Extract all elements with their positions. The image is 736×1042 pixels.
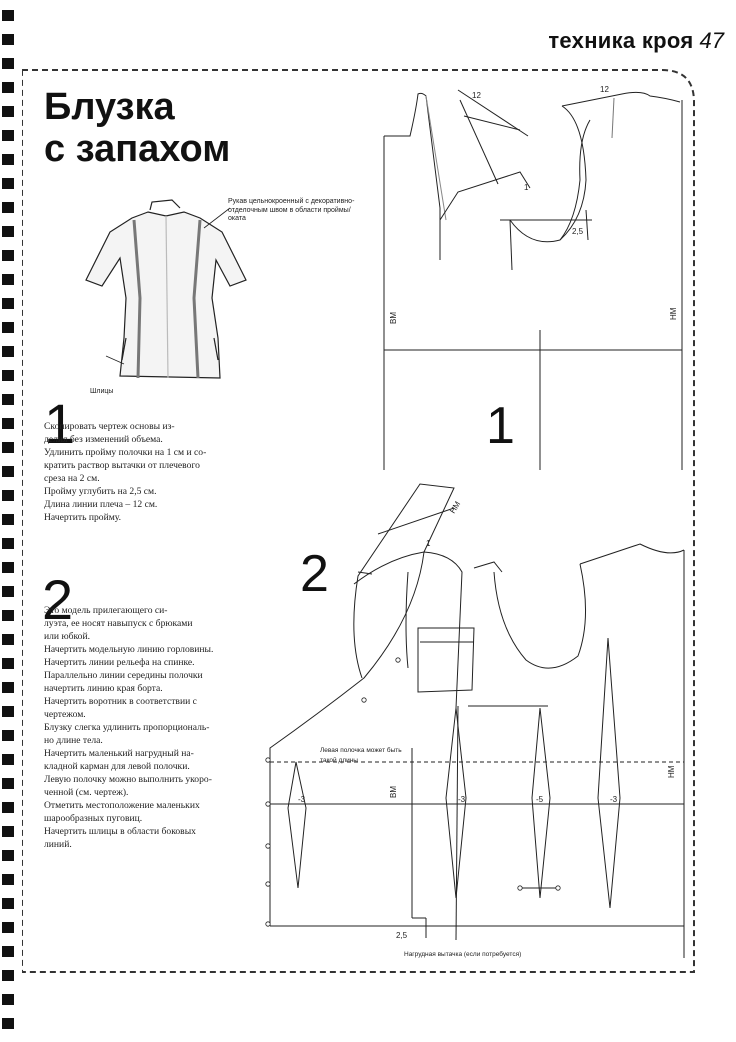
step2-line: но длине тела. bbox=[44, 735, 103, 746]
spiral-ring bbox=[2, 370, 14, 381]
step1-line: делия без изменений объема. bbox=[44, 434, 163, 445]
spiral-ring bbox=[2, 58, 14, 69]
d1-measure-1: 1 bbox=[524, 183, 529, 192]
spiral-ring bbox=[2, 658, 14, 669]
d2-shelf-note-2: такой длины bbox=[320, 757, 358, 764]
d1-measure-12-right: 12 bbox=[600, 85, 609, 94]
step2-line: кладной карман для левой полочки. bbox=[44, 761, 190, 772]
spiral-ring bbox=[2, 226, 14, 237]
spiral-ring bbox=[2, 970, 14, 981]
spiral-ring bbox=[2, 874, 14, 885]
spiral-ring bbox=[2, 634, 14, 645]
d1-label-vm: ВМ bbox=[389, 312, 398, 324]
d2-dart-4: -3 bbox=[610, 795, 618, 804]
spiral-ring bbox=[2, 490, 14, 501]
spiral-ring bbox=[2, 322, 14, 333]
spiral-ring bbox=[2, 538, 14, 549]
step2-line: Начертить линии рельефа на спинке. bbox=[44, 657, 195, 668]
d2-label-vm: ВМ bbox=[389, 786, 398, 798]
d2-measure-1: 1 bbox=[426, 539, 431, 548]
spiral-binding bbox=[0, 0, 20, 1042]
spiral-ring bbox=[2, 106, 14, 117]
d1-measure-2-5: 2,5 bbox=[572, 227, 584, 236]
d1-label-nm: НМ bbox=[669, 307, 678, 320]
spiral-ring bbox=[2, 802, 14, 813]
step2-line: или юбкой. bbox=[44, 631, 91, 642]
step2-line: Начертить шлицы в области боковых bbox=[44, 826, 196, 837]
d2-dart-2: -3 bbox=[458, 795, 466, 804]
spiral-ring bbox=[2, 1018, 14, 1029]
spiral-ring bbox=[2, 178, 14, 189]
step2-line: Начертить воротник в соответствии с bbox=[44, 696, 197, 707]
step-2-number: 2 bbox=[42, 568, 74, 631]
spiral-ring bbox=[2, 394, 14, 405]
title-line-1: Блузка bbox=[44, 86, 175, 128]
spiral-ring bbox=[2, 34, 14, 45]
d1-measure-12-left: 12 bbox=[472, 91, 481, 100]
spiral-ring bbox=[2, 562, 14, 573]
step1-line: Удлинить пройму полочки на 1 см и со- bbox=[44, 447, 207, 458]
pattern-diagram-1 bbox=[380, 80, 690, 470]
step2-line: линий. bbox=[44, 839, 72, 850]
step2-line: Отметить местоположение маленьких bbox=[44, 800, 200, 811]
spiral-ring bbox=[2, 778, 14, 789]
d2-shelf-note-1: Левая полочка может быть bbox=[320, 747, 402, 754]
spiral-ring bbox=[2, 682, 14, 693]
spiral-ring bbox=[2, 706, 14, 717]
d2-collar-label-nm: НМ bbox=[448, 499, 463, 516]
page-header bbox=[548, 28, 724, 58]
step2-line: шарообразных пуговиц. bbox=[44, 813, 143, 824]
step2-line: чертежом. bbox=[44, 709, 86, 720]
step-1-text bbox=[44, 420, 252, 524]
breast-pocket bbox=[418, 628, 474, 692]
diagram-2-label: 2 bbox=[300, 545, 329, 603]
slits-callout: Шлицы bbox=[90, 388, 114, 395]
step2-line: Блузку слегка удлинить пропорциональ- bbox=[44, 722, 210, 733]
step1-line: Начертить пройму. bbox=[44, 512, 122, 523]
step2-line: Параллельно линии середины полочки bbox=[44, 670, 203, 681]
spiral-ring bbox=[2, 946, 14, 957]
front-edge-line bbox=[270, 552, 424, 926]
d2-measure-2-5: 2,5 bbox=[396, 931, 408, 940]
spiral-ring bbox=[2, 130, 14, 141]
spiral-ring bbox=[2, 994, 14, 1005]
spiral-ring bbox=[2, 274, 14, 285]
step2-line: Начертить маленький нагрудный на- bbox=[44, 748, 194, 759]
step2-line: ченной (см. чертеж). bbox=[44, 787, 129, 798]
spiral-ring bbox=[2, 154, 14, 165]
step1-line: среза на 2 см. bbox=[44, 473, 100, 484]
spiral-ring bbox=[2, 202, 14, 213]
spiral-ring bbox=[2, 82, 14, 93]
spiral-ring bbox=[2, 610, 14, 621]
section-title: техника кроя bbox=[548, 28, 694, 53]
spiral-ring bbox=[2, 298, 14, 309]
step1-line: Пройму углубить на 2,5 см. bbox=[44, 486, 157, 497]
step1-line: кратить раствор вытачки от плечевого bbox=[44, 460, 200, 471]
spiral-ring bbox=[2, 346, 14, 357]
d2-label-nm: НМ bbox=[667, 765, 676, 778]
page-number: 47 bbox=[699, 28, 724, 53]
step2-line: начертить линию края борта. bbox=[44, 683, 163, 694]
step2-line: луэта, ее носят навыпуск с брюками bbox=[44, 618, 193, 629]
spiral-ring bbox=[2, 730, 14, 741]
spiral-ring bbox=[2, 250, 14, 261]
spiral-ring bbox=[2, 442, 14, 453]
step2-line: Левую полочку можно выполнить укоро- bbox=[44, 774, 212, 785]
step2-line: Это модель прилегающего си- bbox=[44, 605, 168, 616]
spiral-ring bbox=[2, 466, 14, 477]
d2-dart-note: Нагрудная вытачка (если потребуется) bbox=[404, 951, 522, 958]
step-1-number: 1 bbox=[44, 392, 76, 455]
spiral-ring bbox=[2, 850, 14, 861]
d2-dart-1: -3 bbox=[298, 795, 306, 804]
d2-dart-3: -5 bbox=[536, 795, 544, 804]
spiral-ring bbox=[2, 898, 14, 909]
sleeve-callout: Рукав цельнокроенный с декоративно-отделочным швом в области проймы/оката bbox=[228, 198, 355, 222]
spiral-ring bbox=[2, 826, 14, 837]
step-2-text bbox=[44, 604, 248, 851]
diagram-1-label: 1 bbox=[486, 397, 515, 455]
step1-line: Длина линии плеча – 12 см. bbox=[44, 499, 158, 510]
spiral-ring bbox=[2, 754, 14, 765]
step2-line: Начертить модельную линию горловины. bbox=[44, 644, 214, 655]
step1-line: Скопировать чертеж основы из- bbox=[44, 421, 175, 432]
article-title bbox=[44, 86, 230, 170]
spiral-ring bbox=[2, 586, 14, 597]
spiral-ring bbox=[2, 418, 14, 429]
title-line-2: с запахом bbox=[44, 128, 231, 170]
spiral-ring bbox=[2, 10, 14, 21]
spiral-ring bbox=[2, 514, 14, 525]
spiral-ring bbox=[2, 922, 14, 933]
